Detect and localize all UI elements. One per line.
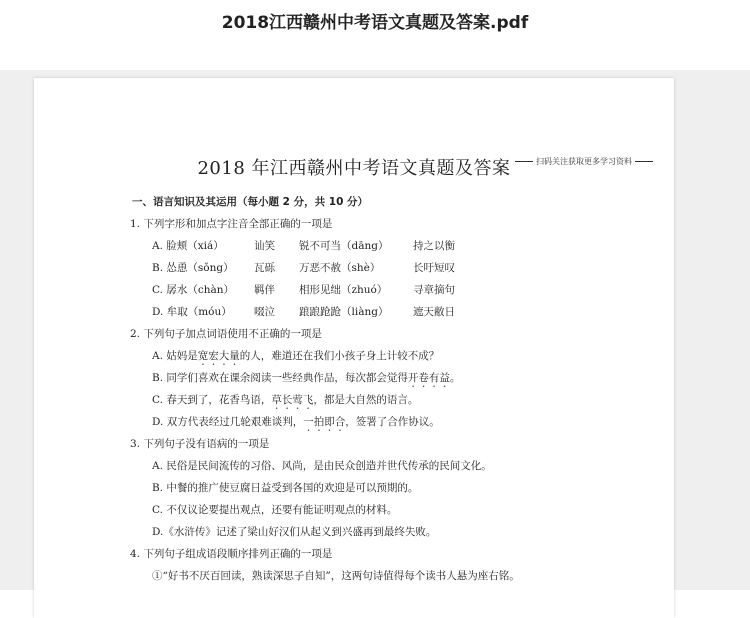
option-cell: 啜泣 bbox=[254, 306, 275, 318]
qr-side-note bbox=[512, 156, 656, 167]
question-1-option-a bbox=[152, 238, 455, 253]
title-bar bbox=[0, 0, 750, 70]
question-1-stem: 1. 下列字形和加点字注音全部正确的一项是 bbox=[130, 218, 333, 230]
option-text: C. 春天到了，花香鸟语， bbox=[152, 394, 272, 406]
dash-right bbox=[635, 161, 653, 162]
question-1-option-c bbox=[152, 282, 455, 297]
question-3-option-d: D.《水浒传》记述了梁山好汉们从起义到兴盛再到最终失败。 bbox=[152, 526, 437, 538]
question-3-option-c: C. 不仅议论要提出观点，还要有能证明观点的材料。 bbox=[152, 504, 398, 516]
side-note-text: 扫码关注获取更多学习资料 bbox=[536, 157, 632, 166]
question-2-option-d bbox=[152, 414, 440, 434]
dotted-phrase: 一拍即合 bbox=[303, 416, 346, 428]
section-heading: 一、语言知识及其运用（每小题 2 分，共 10 分） bbox=[132, 196, 369, 208]
option-cell: B. 怂恿（sǒng） bbox=[152, 262, 234, 274]
question-2-stem: 2. 下列句子加点词语使用不正确的一项是 bbox=[130, 328, 322, 340]
option-text: ，都是大自然的语言。 bbox=[313, 394, 419, 406]
option-cell: 讪笑 bbox=[254, 240, 275, 252]
option-cell: 瓦砾 bbox=[254, 262, 275, 274]
option-text: 。 bbox=[449, 372, 461, 384]
question-2-option-b bbox=[152, 370, 460, 390]
option-cell: 踉踉跄跄（liàng） bbox=[299, 306, 389, 318]
option-cell: 万恶不赦（shè） bbox=[299, 262, 381, 274]
option-text: A. 姑妈是 bbox=[152, 350, 198, 362]
question-3-option-b: B. 中餐的推广使豆腐日益受到各国的欢迎是可以预期的。 bbox=[152, 482, 419, 494]
question-4-stem: 4. 下列句子组成语段顺序排列正确的一项是 bbox=[130, 548, 333, 560]
dash-left bbox=[515, 161, 533, 162]
option-cell: 持之以衡 bbox=[413, 240, 455, 252]
option-cell: 遮天敝日 bbox=[413, 306, 455, 318]
dotted-phrase: 宽宏大量 bbox=[197, 350, 240, 362]
option-text: B. 同学们喜欢在课余阅读一些经典作品，每次都会觉得 bbox=[152, 372, 408, 384]
option-cell: A. 脸颊（xiá） bbox=[152, 240, 224, 252]
option-text: 的人，难道还在我们小孩子身上计较不成？ bbox=[239, 350, 440, 362]
question-2-option-a bbox=[152, 348, 439, 368]
document-title: 2018江西赣州中考语文真题及答案.pdf bbox=[221, 13, 529, 33]
question-1-option-b bbox=[152, 260, 455, 275]
option-text: ，签署了合作协议。 bbox=[345, 416, 440, 428]
dotted-phrase: 开卷有益 bbox=[407, 372, 450, 384]
pdf-page bbox=[34, 78, 674, 618]
option-cell: C. 孱水（chàn） bbox=[152, 284, 235, 296]
pdf-viewer[interactable] bbox=[0, 70, 750, 590]
option-cell: D. 牟取（móu） bbox=[152, 306, 232, 318]
option-text: D. 双方代表经过几轮艰难谈判， bbox=[152, 416, 304, 428]
question-4-item-1: ①“好书不厌百回读，熟读深思子自知”，这两句诗值得每个读书人悬为座右铭。 bbox=[152, 570, 520, 582]
option-cell: 羁伴 bbox=[254, 284, 275, 296]
question-3-option-a: A. 民俗是民间流传的习俗、风尚，是由民众创造并世代传承的民间文化。 bbox=[152, 460, 492, 472]
question-1-option-d bbox=[152, 304, 455, 319]
option-cell: 相形见绌（zhuó） bbox=[299, 284, 388, 296]
question-3-stem: 3. 下列句子没有语病的一项是 bbox=[130, 438, 270, 450]
option-cell: 长吁短叹 bbox=[413, 262, 455, 274]
option-cell: 寻章摘句 bbox=[413, 284, 455, 296]
option-cell: 锐不可当（dāng） bbox=[299, 240, 389, 252]
question-2-option-c bbox=[152, 392, 418, 412]
page-title: 2018 年江西赣州中考语文真题及答案 bbox=[197, 158, 511, 179]
dotted-phrase: 草长莺飞 bbox=[271, 394, 314, 406]
